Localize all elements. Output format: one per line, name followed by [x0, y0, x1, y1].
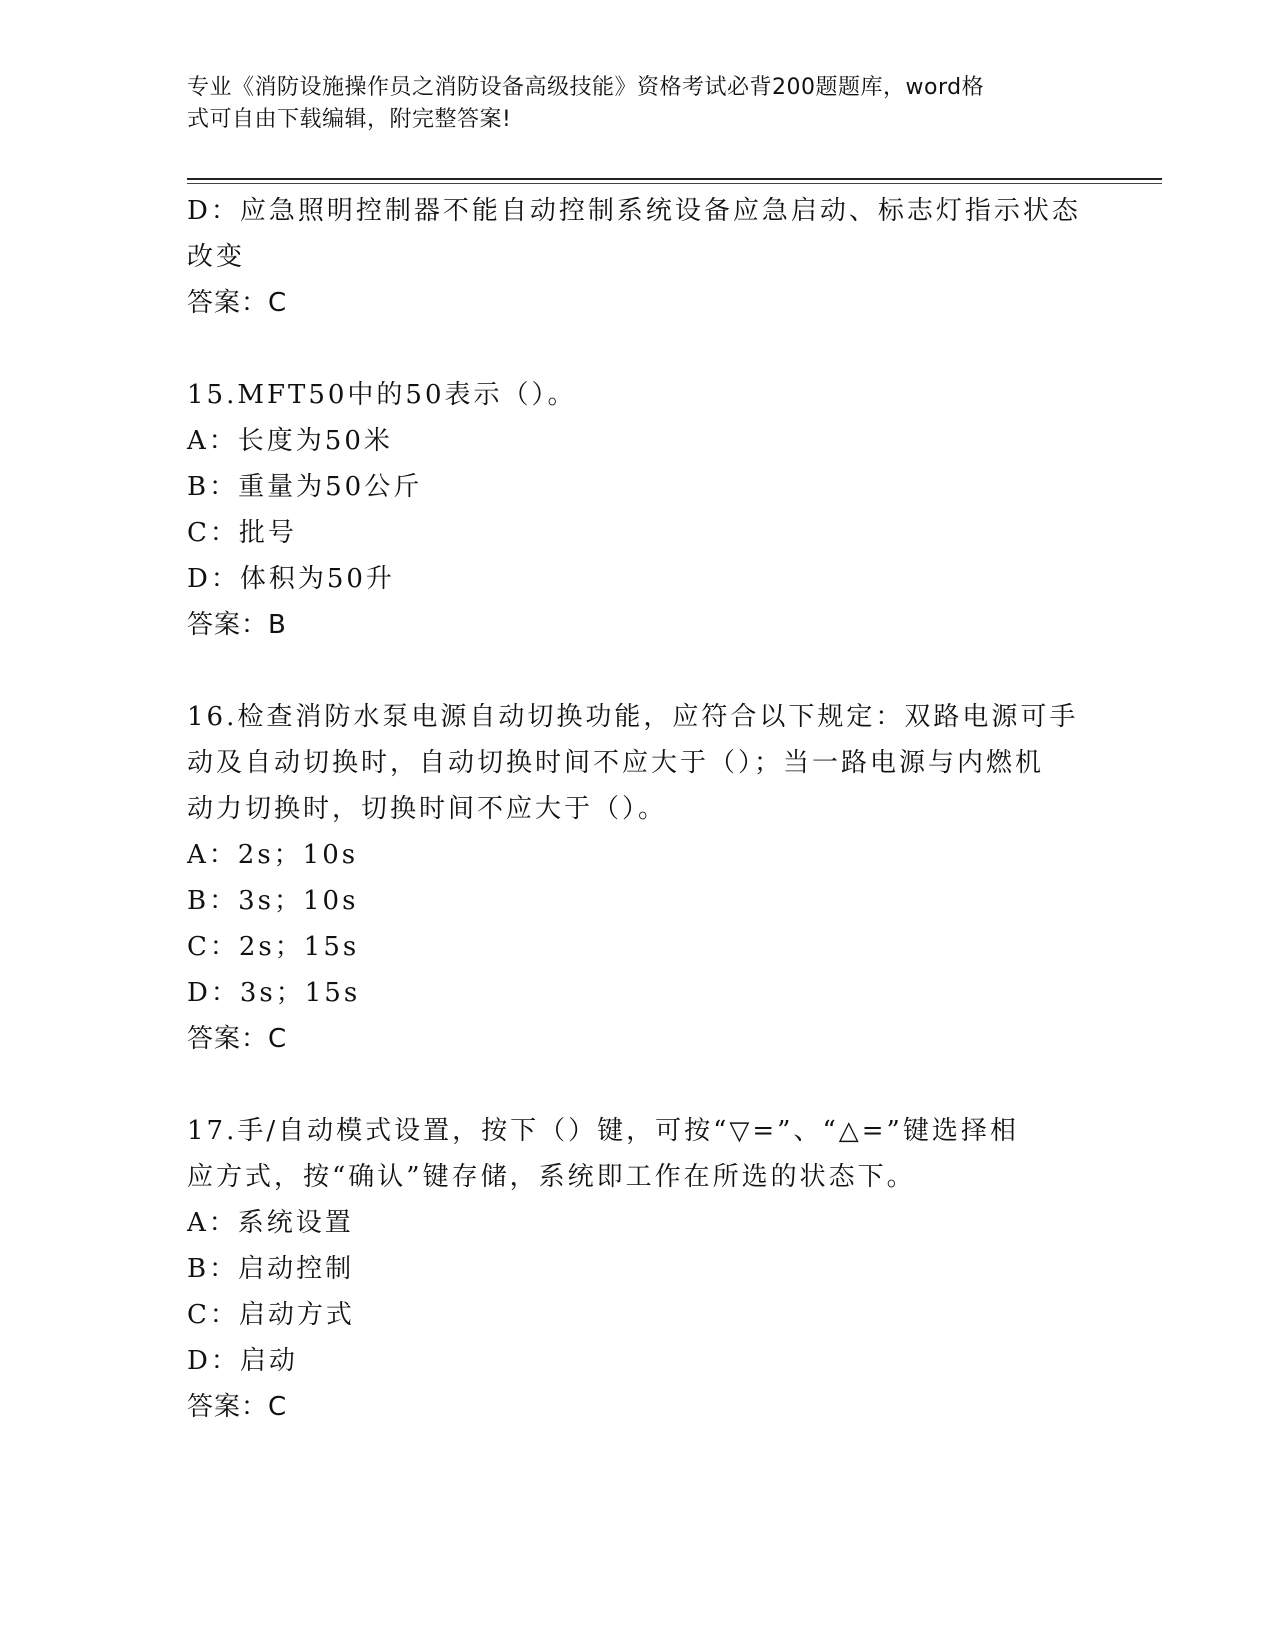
answer-line: 答案：C — [187, 1024, 288, 1054]
question-content — [187, 188, 1087, 1430]
question-stem-continued: 动力切换时，切换时间不应大于（）。 — [187, 794, 668, 824]
option-b: B：启动控制 — [187, 1254, 355, 1284]
option-b: B：重量为50公斤 — [187, 472, 423, 502]
header-rule-thick — [187, 178, 1162, 180]
option-d: D：启动 — [187, 1346, 298, 1376]
question-15 — [187, 372, 1087, 648]
spacer — [187, 1062, 1087, 1108]
option-d: D：应急照明控制器不能自动控制系统设备应急启动、标志灯指示状态 — [187, 196, 1081, 226]
header-rule-thin — [187, 183, 1162, 184]
option-c: C：批号 — [187, 518, 297, 548]
answer-line: 答案：C — [187, 288, 288, 318]
question-stem-continued: 动及自动切换时，自动切换时间不应大于（）；当一路电源与内燃机 — [187, 748, 1045, 778]
document-header — [187, 72, 1087, 136]
option-a: A：长度为50米 — [187, 426, 393, 456]
option-b: B：3s；10s — [187, 886, 359, 916]
spacer — [187, 648, 1087, 694]
question-stem: 17.手/自动模式设置，按下（）键，可按“▽=”、“△=”键选择相 — [187, 1116, 1019, 1146]
option-a: A：2s；10s — [187, 840, 359, 870]
question-16 — [187, 694, 1087, 1062]
question-stem-continued: 应方式，按“确认”键存储，系统即工作在所选的状态下。 — [187, 1162, 916, 1192]
spacer — [187, 326, 1087, 372]
option-d: D：3s；15s — [187, 978, 361, 1008]
question-14-tail — [187, 188, 1087, 326]
question-17 — [187, 1108, 1087, 1430]
answer-line: 答案：C — [187, 1392, 288, 1422]
option-a: A：系统设置 — [187, 1208, 354, 1238]
header-line-2: 式可自由下载编辑，附完整答案! — [187, 107, 512, 132]
answer-line: 答案：B — [187, 610, 287, 640]
option-d-continued: 改变 — [187, 242, 246, 272]
question-stem: 15.MFT50中的50表示（）。 — [187, 380, 577, 410]
option-c: C：2s；15s — [187, 932, 360, 962]
question-stem: 16.检查消防水泵电源自动切换功能，应符合以下规定：双路电源可手 — [187, 702, 1079, 732]
option-d: D：体积为50升 — [187, 564, 395, 594]
header-line-1: 专业《消防设施操作员之消防设备高级技能》资格考试必背200题题库，word格 — [187, 75, 985, 100]
option-c: C：启动方式 — [187, 1300, 355, 1330]
